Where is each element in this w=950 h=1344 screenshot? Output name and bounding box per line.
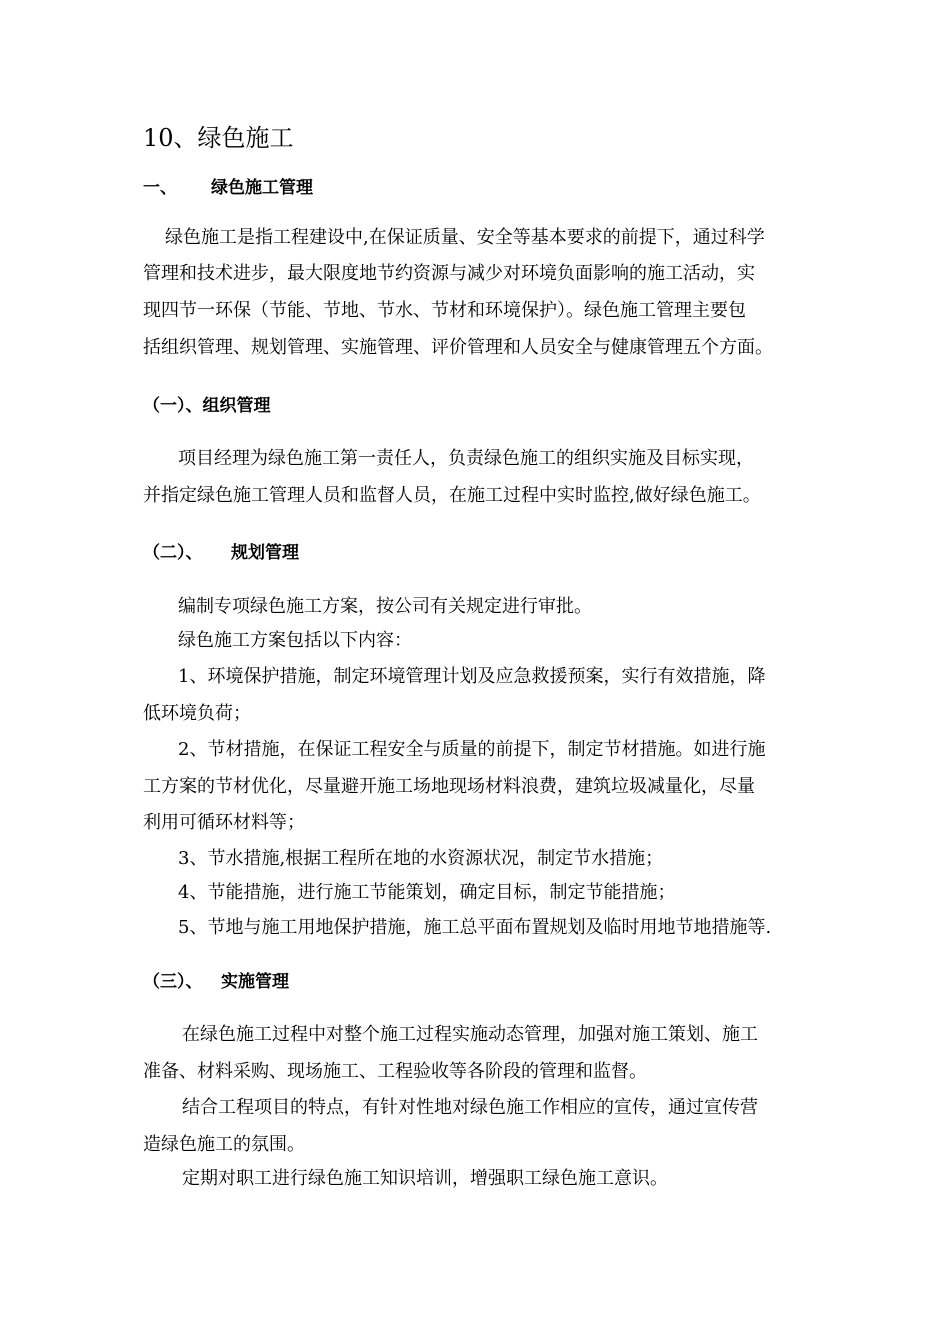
document-title: 10、绿色施工 [143, 124, 294, 152]
list-item-line: 利用可循环材料等； [143, 812, 305, 833]
paragraph-line: 括组织管理、规划管理、实施管理、评价管理和人员安全与健康管理五个方面。 [143, 337, 773, 358]
list-item-line: 2、节材措施，在保证工程安全与质量的前提下，制定节材措施。如进行施 [178, 739, 766, 760]
section-title: 绿色施工管理 [211, 178, 313, 198]
list-item-line: 5、节地与施工用地保护措施，施工总平面布置规划及临时用地节地措施等. [178, 917, 772, 938]
paragraph-line: 现四节一环保（节能、节地、节水、节材和环境保护）。绿色施工管理主要包 [143, 300, 746, 321]
paragraph-line: 在绿色施工过程中对整个施工过程实施动态管理，加强对施工策划、施工 [182, 1024, 758, 1045]
subsection-number: （三）、 [143, 972, 203, 992]
paragraph-line: 造绿色施工的氛围。 [143, 1134, 305, 1155]
subsection-heading [143, 542, 299, 564]
list-item-line: 3、节水措施,根据工程所在地的水资源状况，制定节水措施； [178, 848, 664, 869]
list-item-line: 1、环境保护措施，制定环境管理计划及应急救援预案，实行有效措施，降 [178, 666, 766, 687]
subsection-number: （二）、 [143, 543, 203, 563]
paragraph-line: 绿色施工方案包括以下内容： [178, 630, 412, 651]
list-item-line: 工方案的节材优化，尽量避开施工场地现场材料浪费，建筑垃圾减量化，尽量 [143, 776, 755, 797]
subsection-heading: （一）、组织管理 [143, 396, 271, 416]
paragraph-line: 准备、材料采购、现场施工、工程验收等各阶段的管理和监督。 [143, 1061, 647, 1082]
paragraph-line: 绿色施工是指工程建设中,在保证质量、安全等基本要求的前提下，通过科学 [165, 227, 765, 248]
paragraph-line: 并指定绿色施工管理人员和监督人员，在施工过程中实时监控,做好绿色施工。 [143, 485, 761, 506]
section-number: 一、 [143, 178, 177, 198]
section-heading [143, 177, 313, 199]
paragraph-line: 编制专项绿色施工方案，按公司有关规定进行审批。 [178, 596, 592, 617]
list-item-line: 低环境负荷； [143, 703, 251, 724]
list-item-line: 4、节能措施，进行施工节能策划，确定目标，制定节能措施； [178, 882, 676, 903]
subsection-title: 规划管理 [231, 543, 299, 563]
subsection-heading [143, 971, 289, 993]
paragraph-line: 结合工程项目的特点，有针对性地对绿色施工作相应的宣传，通过宣传营 [182, 1097, 758, 1118]
subsection-title: 实施管理 [221, 972, 289, 992]
paragraph-line: 项目经理为绿色施工第一责任人，负责绿色施工的组织实施及目标实现， [178, 448, 754, 469]
paragraph-line: 管理和技术进步，最大限度地节约资源与减少对环境负面影响的施工活动，实 [143, 263, 755, 284]
paragraph-line: 定期对职工进行绿色施工知识培训，增强职工绿色施工意识。 [182, 1168, 668, 1189]
